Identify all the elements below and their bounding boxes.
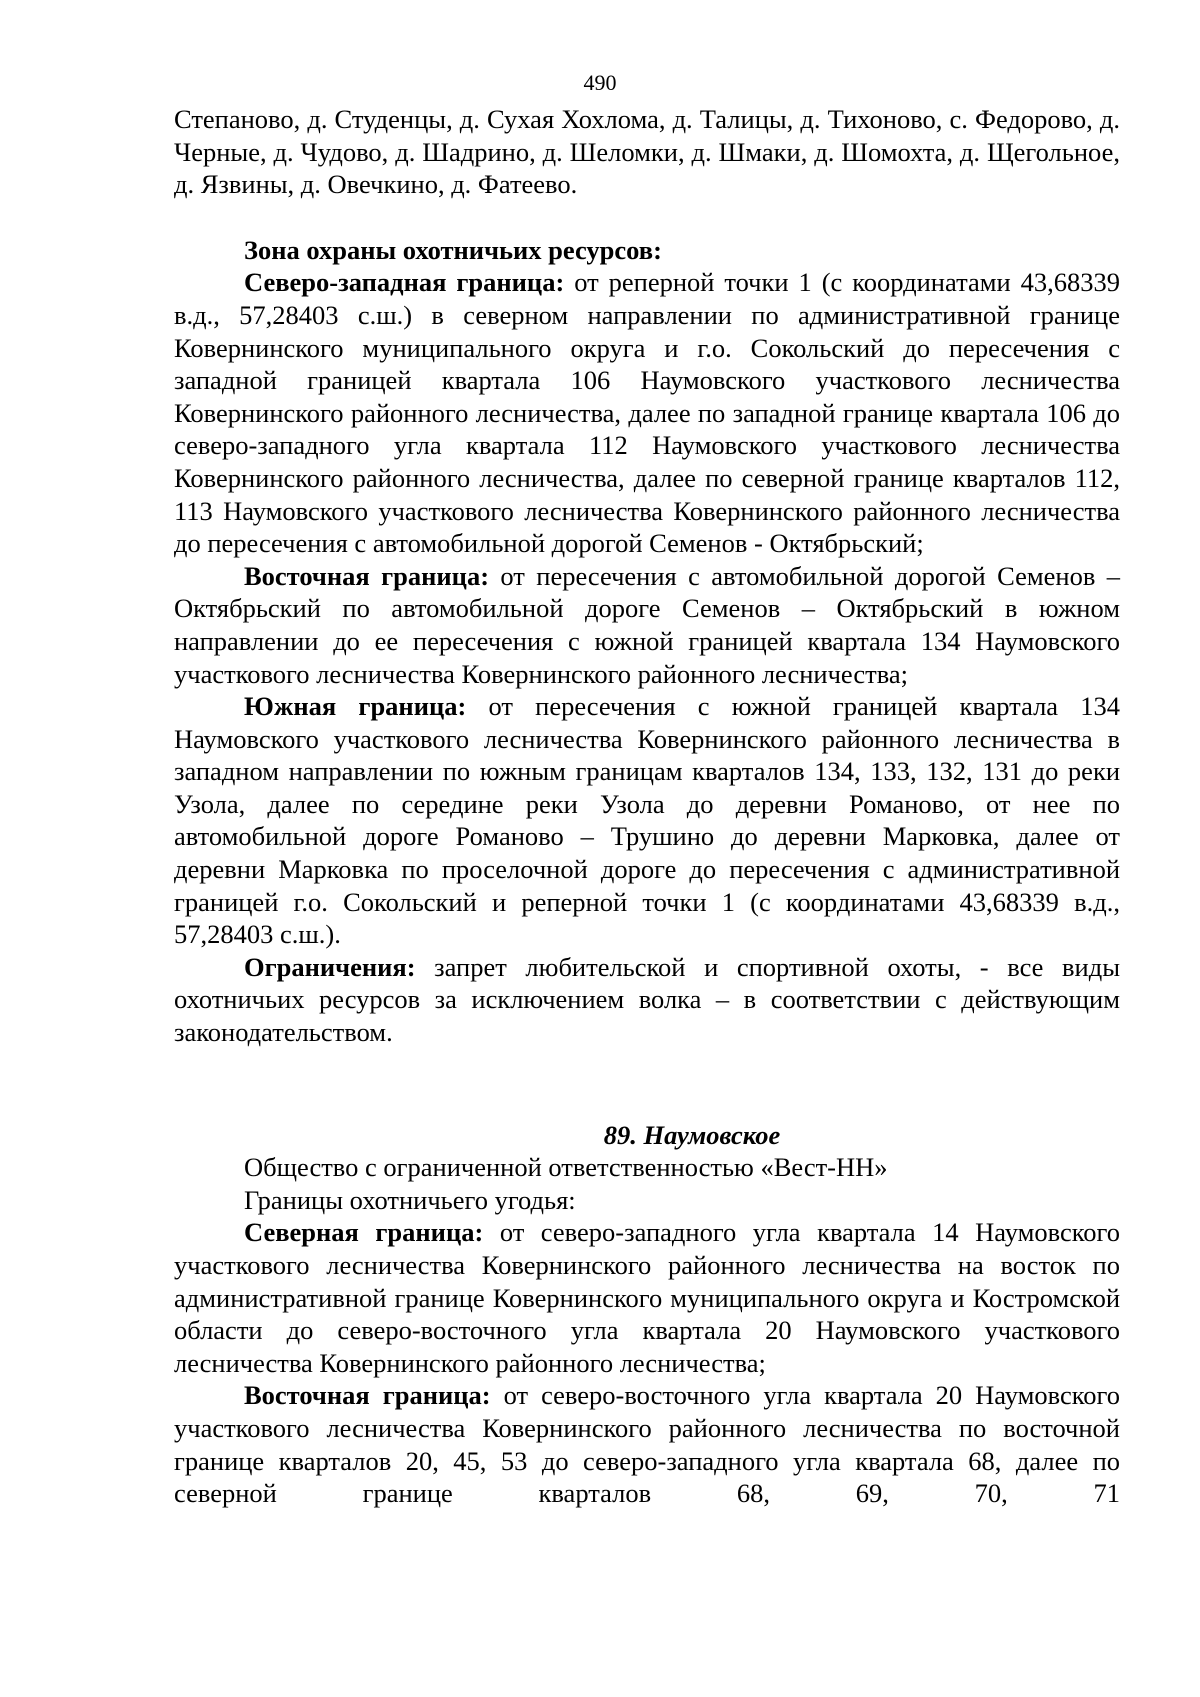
zone-restrictions-paragraph bbox=[174, 951, 1120, 1049]
zone-northwest-text: от реперной точки 1 (с координатами 43,68339 в.д., 57,28403 с.ш.) в северном направлении по административной границе Ковернинского муниципального округа и г.о. Сокольский до пересечения с западной границей квартала 106 Наумовского участкового лесничества Ковернинского районного лесничества, далее по западной границе квартала 106 до северо-западного угла квартала 112 Наумовского участкового лесничества Ковернинского районного лесничества, далее по северной границе кварталов 112, 113 Наумовского участкового лесничества Ковернинского районного лесничества до пересечения с автомобильной дорогой Семенов - Октябрьский; bbox=[174, 267, 1120, 559]
section-title: 89. Наумовское bbox=[603, 1119, 781, 1150]
section-north-label: Северная граница: bbox=[244, 1217, 484, 1248]
section-east-text: от северо-восточного угла квартала 20 Наумовского участкового лесничества Ковернинского районного лесничества по восточной границе кварталов 20, 45, 53 до северо-западного угла квартала 68, далее по северной границе кварталов 68, 69, 70, 71 bbox=[174, 1380, 1120, 1509]
zone-east-text: от пересечения с автомобильной дорогой Семенов – Октябрьский по автомобильной дороге Семенов – Октябрьский в южном направлении до ее пересечения с южной границей квартала 134 Наумовского участкового лесничества Ковернинского районного лесничества; bbox=[174, 560, 1120, 689]
intro-paragraph: Степаново, д. Студенцы, д. Сухая Хохлома, д. Талицы, д. Тихоново, с. Федорово, д. Черные, д. Чудово, д. Шадрино, д. Шеломки, д. Шмаки, д. Шомохта, д. Щегольное, д. Язвины, д. Овечкино, д. Фатеево. bbox=[174, 104, 1120, 200]
zone-northwest-label: Северо-западная граница: bbox=[244, 267, 565, 298]
spacer bbox=[174, 1049, 1120, 1119]
zone-south-text: от пересечения с южной границей квартала 134 Наумовского участкового лесничества Ковернинского районного лесничества в западном направлении по южным границам кварталов 134, 133, 132, 131 до реки Узола, далее по середине реки Узола до деревни Романово, от нее по автомобильной дороге Романово – Трушино до деревни Марковка, далее от деревни Марковка по проселочной дороге до пересечения с административной границей г.о. Сокольский и реперной точки 1 (с координатами 43,68339 в.д., 57,28403 с.ш.). bbox=[174, 691, 1120, 950]
section-east-label: Восточная граница: bbox=[244, 1380, 491, 1411]
section-east-paragraph bbox=[174, 1379, 1120, 1509]
section-organization: Общество с ограниченной ответственностью «Вест-НН» bbox=[244, 1152, 888, 1183]
spacer bbox=[174, 201, 1120, 234]
zone-heading-text: Зона охраны охотничьих ресурсов: bbox=[244, 234, 662, 265]
zone-south-paragraph bbox=[174, 690, 1120, 951]
section-north-paragraph bbox=[174, 1216, 1120, 1379]
zone-east-paragraph bbox=[174, 560, 1120, 690]
section-north-text: от северо-западного угла квартала 14 Наумовского участкового лесничества Ковернинского районного лесничества на восток по административной границе Ковернинского муниципального округа и Костромской области до северо-восточного угла квартала 20 Наумовского участкового лесничества Ковернинского районного лесничества; bbox=[174, 1217, 1120, 1378]
zone-northwest-paragraph bbox=[174, 266, 1120, 559]
zone-restrictions-text: запрет любительской и спортивной охоты, - все виды охотничьих ресурсов за исключением волка – в соответствии с действующим законодательством. bbox=[174, 951, 1120, 1048]
document-body bbox=[174, 103, 1120, 1510]
zone-south-label: Южная граница: bbox=[244, 691, 467, 722]
zone-east-label: Восточная граница: bbox=[244, 560, 490, 591]
zone-restrictions-label: Ограничения: bbox=[244, 951, 416, 982]
page-number: 490 bbox=[583, 70, 617, 95]
zone-heading bbox=[174, 234, 1120, 267]
section-bounds-heading: Границы охотничьего угодья: bbox=[244, 1184, 576, 1215]
